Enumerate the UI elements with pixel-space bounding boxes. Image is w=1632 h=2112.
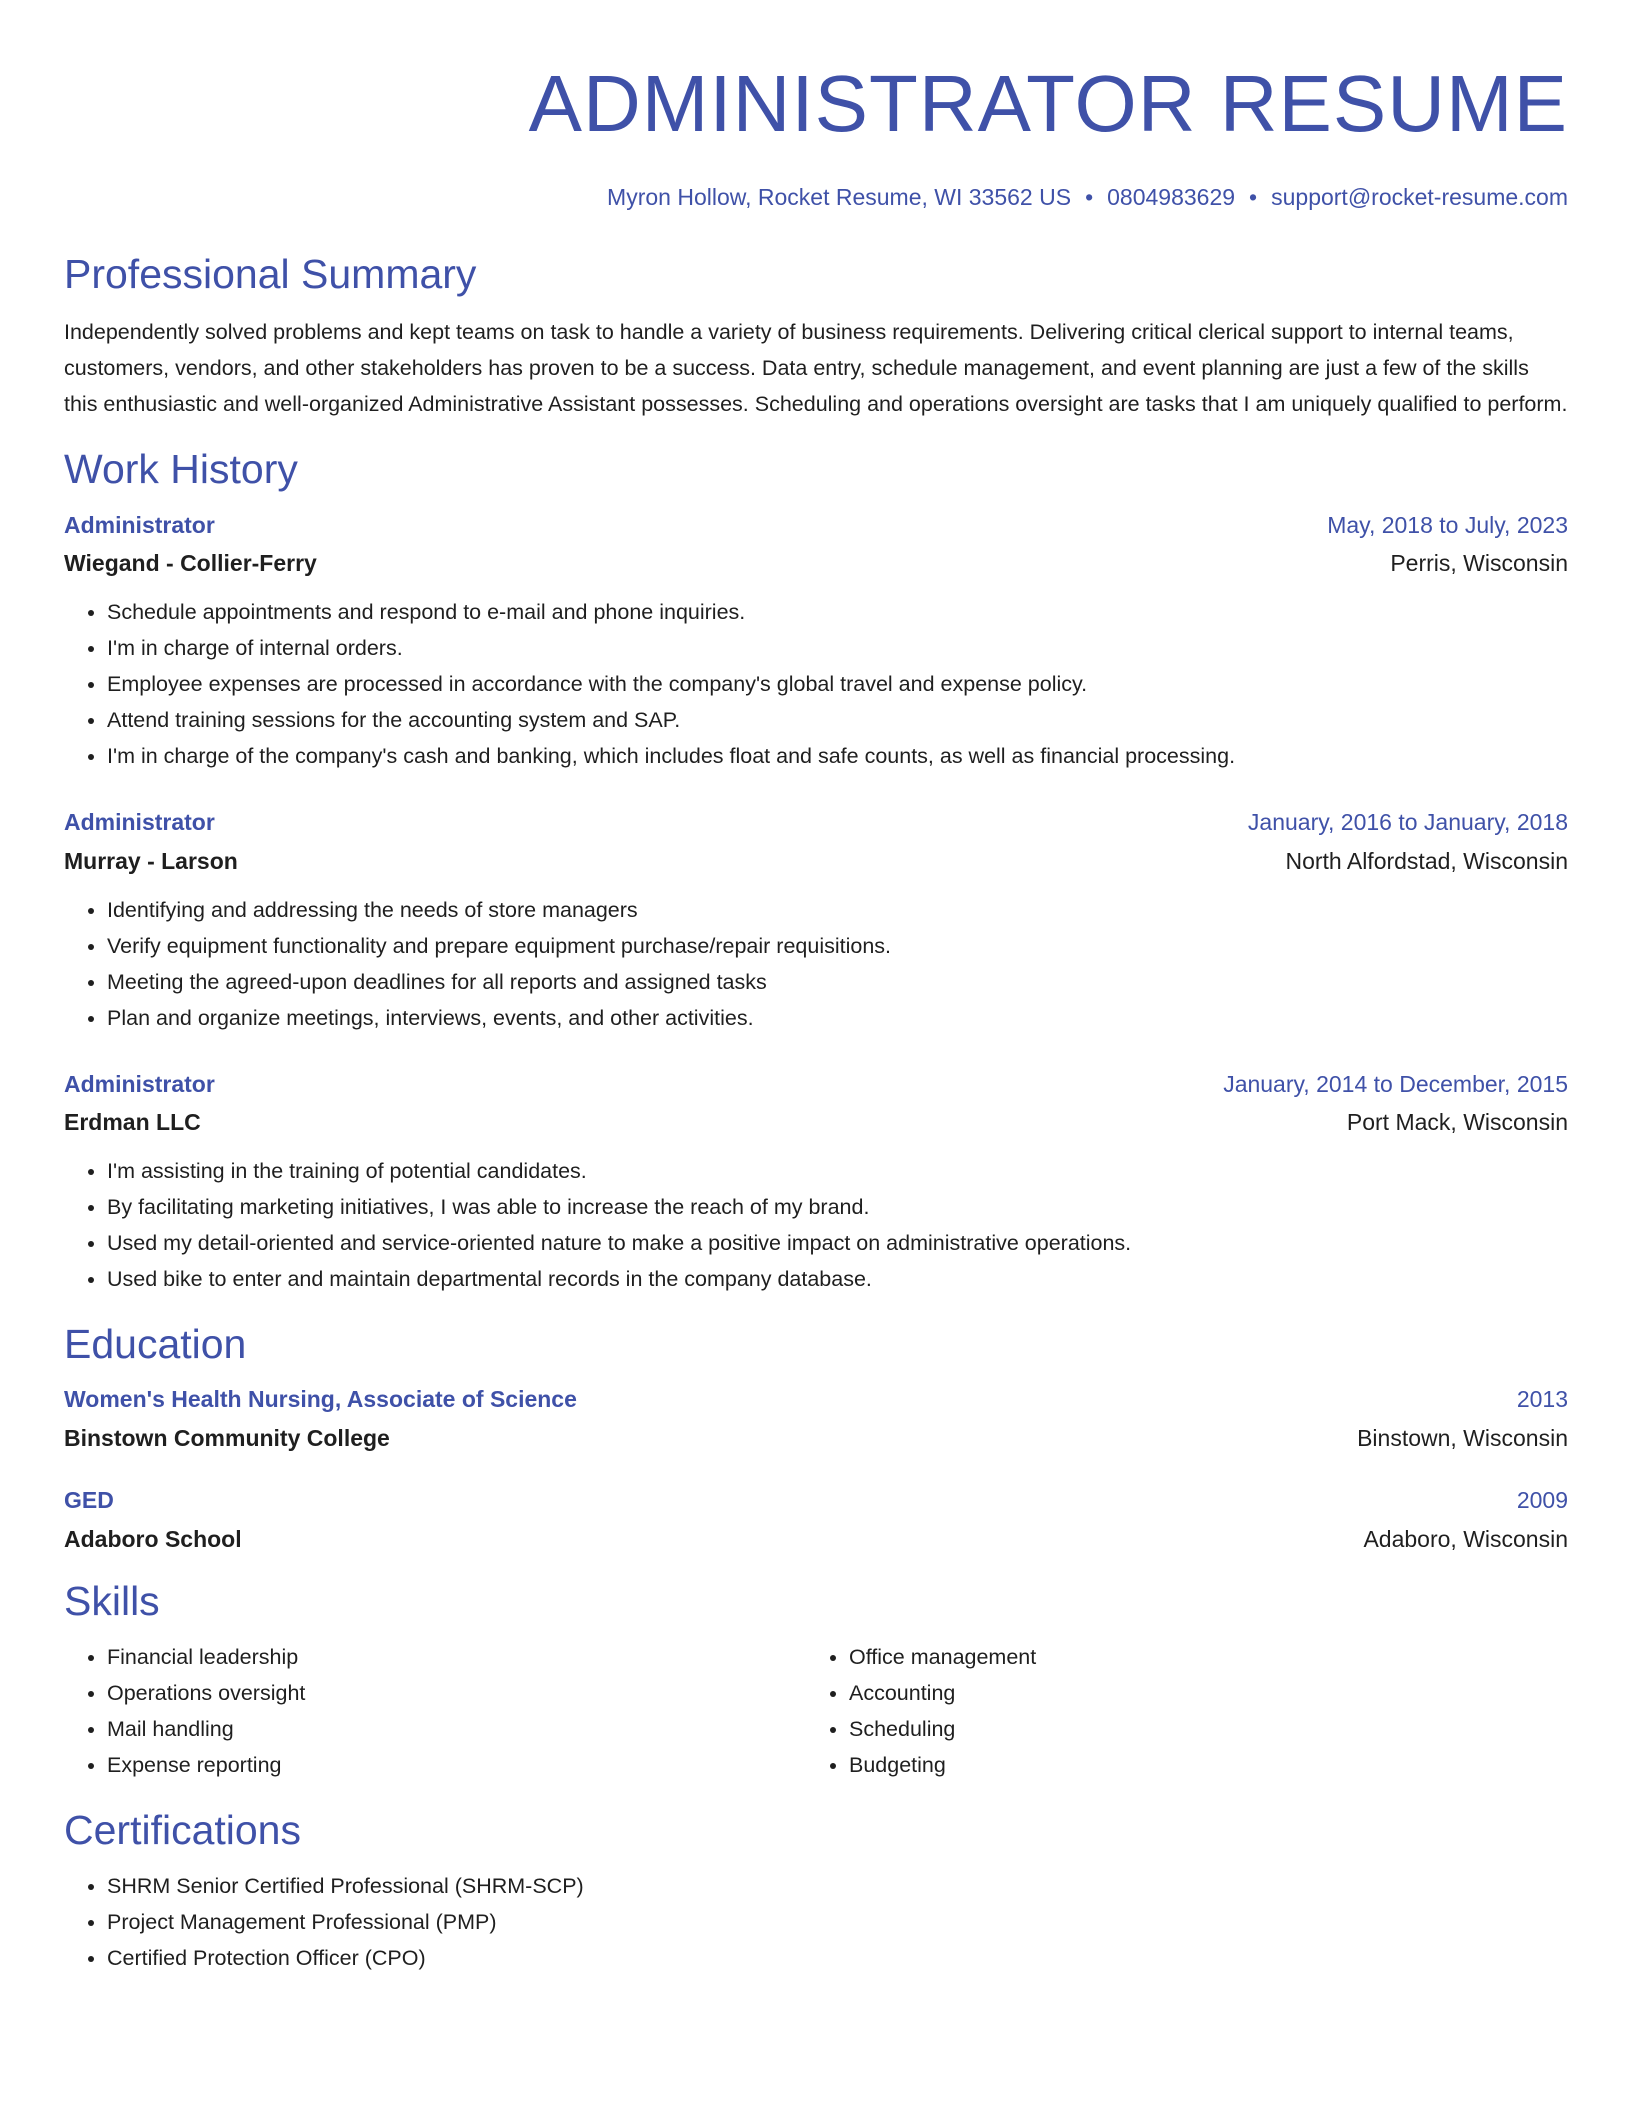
job-bullet: • Verify equipment functionality and prepare equipment purchase/repair requisitions.: [107, 928, 1568, 964]
contact-email[interactable]: support@rocket-resume.com: [1271, 184, 1568, 210]
job-bullet: • Schedule appointments and respond to e-mail and phone inquiries.: [107, 594, 1568, 630]
contact-line: [64, 182, 1568, 212]
education-year: 2009: [1516, 1487, 1568, 1513]
job-bullet-list: [64, 892, 1568, 1036]
job-subheader: [64, 1107, 1568, 1137]
job-bullet: • Attend training sessions for the accounting system and SAP.: [107, 702, 1568, 738]
skills-list: [806, 1639, 1548, 1783]
certification-item: • SHRM Senior Certified Professional (SHRM-SCP): [107, 1868, 1568, 1904]
job-bullet: • Used bike to enter and maintain departmental records in the company database.: [107, 1261, 1568, 1297]
resume-page: [64, 0, 1568, 1976]
skills-heading: Skills: [64, 1578, 160, 1624]
education-header: [64, 1384, 1568, 1414]
job-title: Administrator: [64, 809, 215, 835]
job-bullet: • I'm in charge of the company's cash and banking, which includes float and safe counts, as well as financial processing.: [107, 738, 1568, 774]
education-heading: Education: [64, 1321, 247, 1367]
skill-item: • Mail handling: [107, 1711, 806, 1747]
job-bullet: • By facilitating marketing initiatives, I was able to increase the reach of my brand.: [107, 1189, 1568, 1225]
job-header: [64, 1069, 1568, 1099]
job-entry: [64, 510, 1568, 774]
certifications-heading: Certifications: [64, 1807, 301, 1853]
contact-phone: 0804983629: [1107, 184, 1236, 210]
education-subheader: [64, 1423, 1568, 1453]
job-location: North Alfordstad, Wisconsin: [1285, 848, 1568, 874]
skill-item: • Financial leadership: [107, 1639, 806, 1675]
job-bullet: • I'm in charge of internal orders.: [107, 630, 1568, 666]
education-year: 2013: [1516, 1386, 1568, 1412]
education-entry: [64, 1384, 1568, 1453]
job-location: Perris, Wisconsin: [1390, 550, 1568, 576]
job-company: Erdman LLC: [64, 1109, 201, 1135]
contact-separator: •: [1085, 184, 1094, 210]
job-title: Administrator: [64, 1071, 215, 1097]
job-bullet-list: [64, 1153, 1568, 1297]
education-subheader: [64, 1524, 1568, 1554]
job-dates: May, 2018 to July, 2023: [1327, 512, 1568, 538]
job-location: Port Mack, Wisconsin: [1346, 1109, 1568, 1135]
summary-text: Independently solved problems and kept teams on task to handle a variety of business requirements. Delivering critical clerical support to internal teams, customers, vendors, and other stakeholders has proven to be a success. Data entry, schedule management, and event planning are just a few of the skills this enthusiastic and well-organized Administrative Assistant possesses. Scheduling and operations oversight are tasks that I am uniquely qualified to perform.: [64, 320, 1568, 416]
education-location: Binstown, Wisconsin: [1357, 1425, 1568, 1451]
skills-column-right: [806, 1639, 1548, 1783]
job-dates: January, 2014 to December, 2015: [1223, 1071, 1568, 1097]
job-dates: January, 2016 to January, 2018: [1247, 809, 1568, 835]
resume-title: ADMINISTRATOR RESUME: [528, 59, 1568, 148]
skill-item: • Scheduling: [849, 1711, 1548, 1747]
contact-separator: •: [1249, 184, 1258, 210]
skills-column-left: [64, 1639, 806, 1783]
job-bullet: • I'm assisting in the training of potential candidates.: [107, 1153, 1568, 1189]
certification-item: • Project Management Professional (PMP): [107, 1904, 1568, 1940]
education-school: Binstown Community College: [64, 1425, 390, 1451]
job-bullet: • Plan and organize meetings, interviews, events, and other activities.: [107, 1000, 1568, 1036]
job-subheader: [64, 846, 1568, 876]
job-header: [64, 807, 1568, 837]
job-subheader: [64, 548, 1568, 578]
skills-list: [64, 1639, 806, 1783]
skill-item: • Expense reporting: [107, 1747, 806, 1783]
job-company: Wiegand - Collier-Ferry: [64, 550, 317, 576]
job-company: Murray - Larson: [64, 848, 238, 874]
job-bullet: • Employee expenses are processed in accordance with the company's global travel and expense policy.: [107, 666, 1568, 702]
job-entry: [64, 807, 1568, 1036]
job-bullet: • Meeting the agreed-upon deadlines for all reports and assigned tasks: [107, 964, 1568, 1000]
job-title: Administrator: [64, 512, 215, 538]
education-header: [64, 1485, 1568, 1515]
certifications-list: [64, 1868, 1568, 1976]
skill-item: • Operations oversight: [107, 1675, 806, 1711]
certification-item: • Certified Protection Officer (CPO): [107, 1940, 1568, 1976]
job-bullet: • Identifying and addressing the needs of store managers: [107, 892, 1568, 928]
education-degree: GED: [64, 1487, 114, 1513]
education-school: Adaboro School: [64, 1526, 242, 1552]
job-bullet: • Used my detail-oriented and service-oriented nature to make a positive impact on administrative operations.: [107, 1225, 1568, 1261]
education-location: Adaboro, Wisconsin: [1363, 1526, 1568, 1552]
skill-item: • Accounting: [849, 1675, 1548, 1711]
job-bullet-list: [64, 594, 1568, 774]
education-entry: [64, 1485, 1568, 1554]
education-degree: Women's Health Nursing, Associate of Science: [64, 1386, 577, 1412]
job-header: [64, 510, 1568, 540]
skill-item: • Office management: [849, 1639, 1548, 1675]
skill-item: • Budgeting: [849, 1747, 1548, 1783]
contact-address: Myron Hollow, Rocket Resume, WI 33562 US: [607, 184, 1072, 210]
work-history-heading: Work History: [64, 446, 298, 492]
job-entry: [64, 1069, 1568, 1297]
summary-heading: Professional Summary: [64, 251, 477, 297]
skills-grid: [64, 1639, 1568, 1783]
